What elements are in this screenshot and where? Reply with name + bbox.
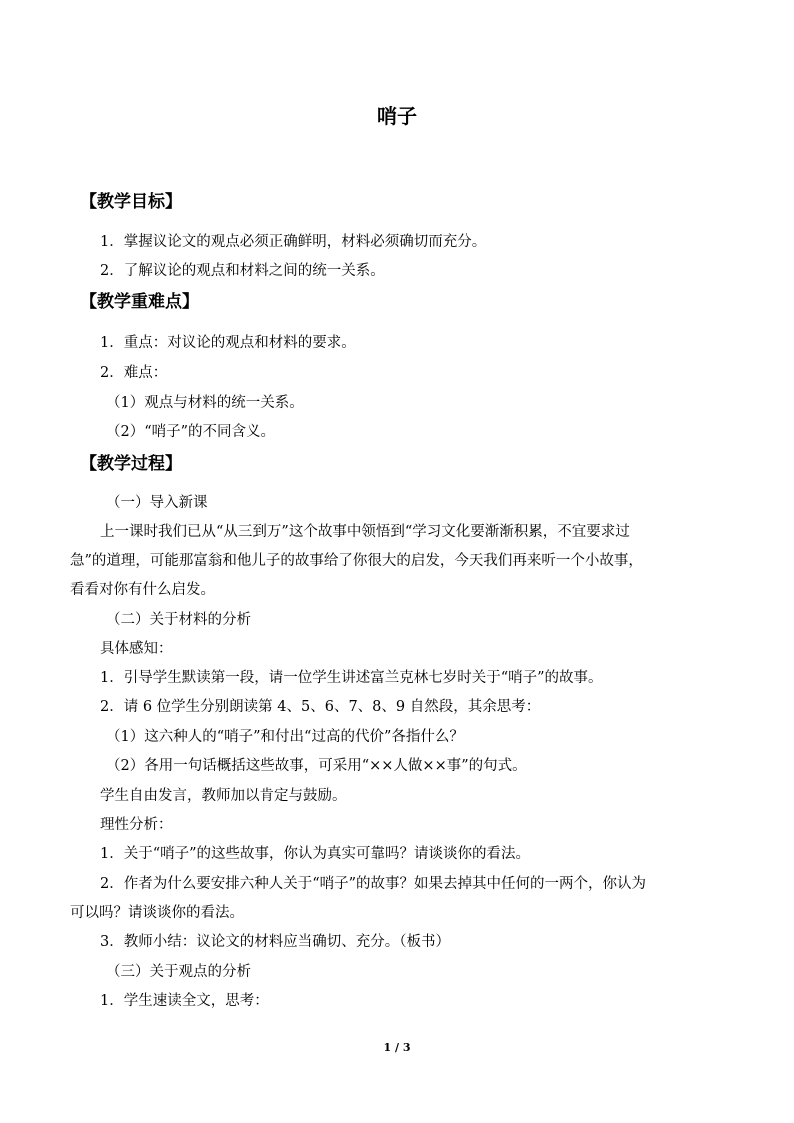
section-heading-process: 【教学过程】 <box>80 454 182 474</box>
process-line: （2）各用一句话概括这些故事，可采用“××人做××事”的句式。 <box>106 758 527 774</box>
process-line: 2．请 6 位学生分别朗读第 4、5、6、7、8、9 自然段，其余思考： <box>100 699 541 715</box>
process-line: 1．引导学生默读第一段，请一位学生讲述富兰克林七岁时关于“哨子”的故事。 <box>100 670 603 686</box>
process-line: （1）这六种人的“哨子”和付出“过高的代价”各指什么？ <box>106 729 464 745</box>
page-number: 1 / 3 <box>383 1041 411 1054</box>
process-line: 可以吗？请谈谈你的看法。 <box>70 905 244 921</box>
process-line: 上一课时我们已从“从三到万”这个故事中领悟到“学习文化要渐渐积累，不宜要求过 <box>100 524 630 540</box>
goal-item: 2．了解议论的观点和材料之间的统一关系。 <box>100 263 385 279</box>
keypoint-item: 1．重点：对议论的观点和材料的要求。 <box>100 335 356 351</box>
process-line: 具体感知： <box>100 641 173 657</box>
process-line: 3．教师小结：议论文的材料应当确切、充分。（板书） <box>100 934 450 950</box>
process-line: 1．关于“哨子”的这些故事，你认为真实可靠吗？请谈谈你的看法。 <box>100 846 531 862</box>
process-line: 急”的道理，可能那富翁和他儿子的故事给了你很大的启发，今天我们再来听一个小故事， <box>70 553 643 569</box>
keypoint-item: 2．难点： <box>100 365 168 381</box>
page-title: 哨子 <box>377 104 417 128</box>
process-line: （一）导入新课 <box>106 495 208 511</box>
goal-item: 1．掌握议论文的观点必须正确鲜明，材料必须确切而充分。 <box>100 234 487 250</box>
process-line: 2．作者为什么要安排六种人关于“哨子”的故事？如果去掉其中任何的一两个，你认为 <box>100 876 647 892</box>
keypoint-item: （2）“哨子”的不同含义。 <box>106 424 276 440</box>
process-line: 1．学生速读全文，思考： <box>100 993 269 1009</box>
process-line: （三）关于观点的分析 <box>106 964 251 980</box>
section-heading-keypoints: 【教学重难点】 <box>80 292 199 312</box>
process-line: （二）关于材料的分析 <box>106 612 251 628</box>
process-line: 理性分析： <box>100 817 173 833</box>
keypoint-item: （1）观点与材料的统一关系。 <box>106 395 304 411</box>
process-line: 看看对你有什么启发。 <box>70 582 215 598</box>
process-line: 学生自由发言，教师加以肯定与鼓励。 <box>100 788 347 804</box>
section-heading-goals: 【教学目标】 <box>80 192 182 212</box>
